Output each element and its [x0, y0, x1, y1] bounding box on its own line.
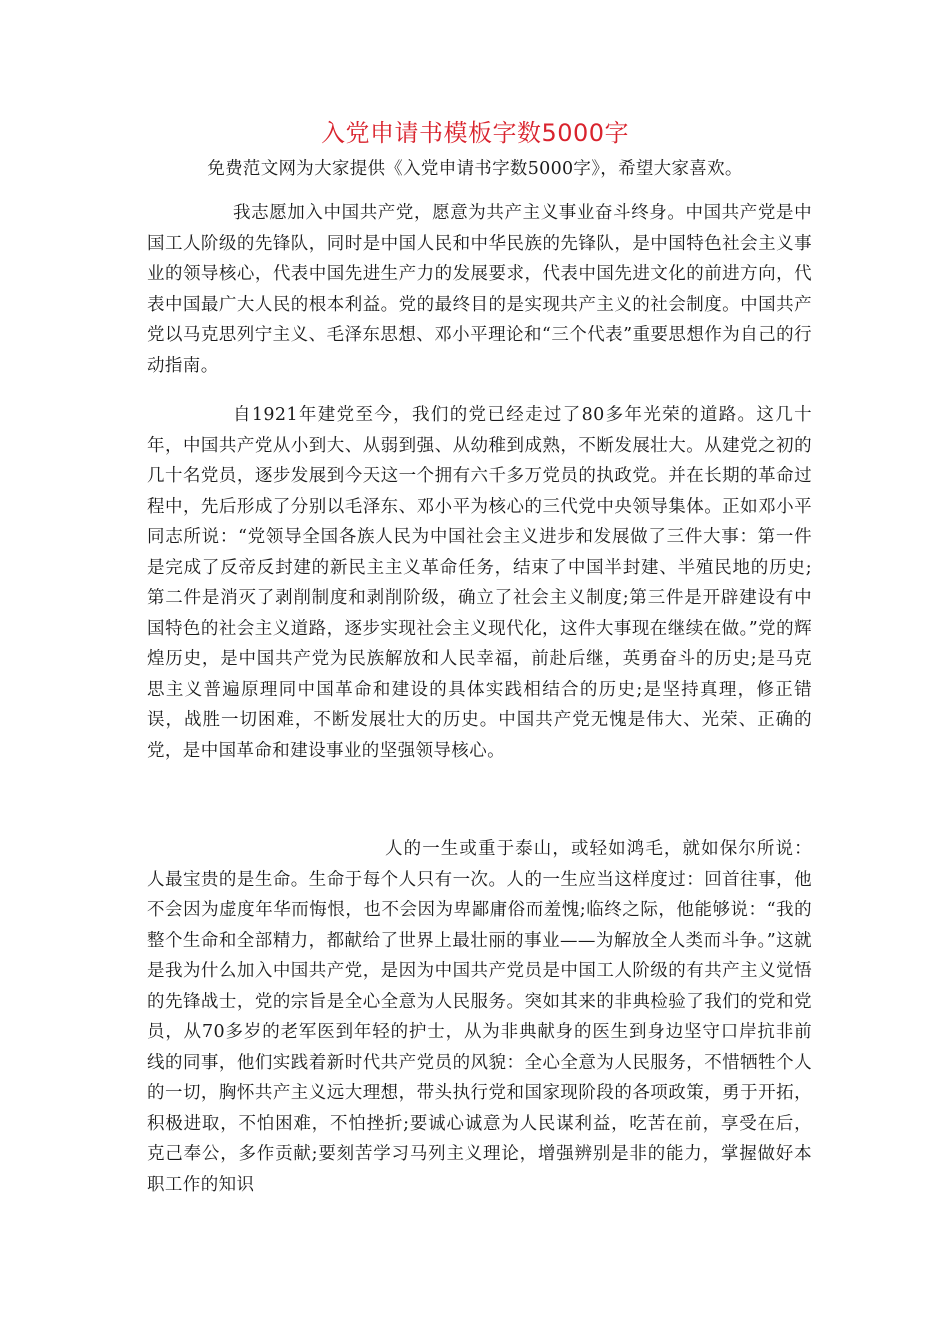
document-title: 入党申请书模板字数5000字	[320, 119, 630, 147]
body-paragraph-3: 人的一生或重于泰山，或轻如鸿毛，就如保尔所说：人最宝贵的是生命。生命于每个人只有一次。人的一生应当这样度过：回首往事，他不会因为虚度年华而悔恨，也不会因为卑鄙庸俗而羞愧;临终之际，他能够说：“我的整个生命和全部精力，都献给了世界上最壮丽的事业——为解放全人类而斗争。”这就是我为什么加入中国共产党，是因为中国共产党员是中国工人阶级的有共产主义觉悟的先锋战士，党的宗旨是全心全意为人民服务。突如其来的非典检验了我们的党和党员，从70多岁的老军医到年轻的护士，从为非典献身的医生到身边坚守口岸抗非前线的同事，他们实践着新时代共产党员的风貌：全心全意为人民服务，不惜牺牲个人的一切，胸怀共产主义远大理想，带头执行党和国家现阶段的各项政策，勇于开拓，积极进取，不怕困难，不怕挫折;要诚心诚意为人民谋利益，吃苦在前，享受在后，克己奉公，多作贡献;要刻苦学习马列主义理论，增强辨别是非的能力，掌握做好本职工作的知识	[147, 839, 812, 1195]
body-paragraph-1: 我志愿加入中国共产党，愿意为共产主义事业奋斗终身。中国共产党是中国工人阶级的先锋队，同时是中国人民和中华民族的先锋队，是中国特色社会主义事业的领导核心，代表中国先进生产力的发展要求，代表中国先进文化的前进方向，代表中国最广大人民的根本利益。党的最终目的是实现共产主义的社会制度。中国共产党以马克思列宁主义、毛泽东思想、邓小平理论和“三个代表”重要思想作为自己的行动指南。	[147, 203, 812, 376]
body-paragraph-2: 自1921年建党至今，我们的党已经走过了80多年光荣的道路。这几十年，中国共产党从小到大、从弱到强、从幼稚到成熟，不断发展壮大。从建党之初的几十名党员，逐步发展到今天这一个拥有六千多万党员的执政党。并在长期的革命过程中，先后形成了分别以毛泽东、邓小平为核心的三代党中央领导集体。正如邓小平同志所说：“党领导全国各族人民为中国社会主义进步和发展做了三件大事：第一件是完成了反帝反封建的新民主主义革命任务，结束了中国半封建、半殖民地的历史;第二件是消灭了剥削制度和剥削阶级，确立了社会主义制度;第三件是开辟建设有中国特色的社会主义道路，逐步实现社会主义现代化，这件大事现在继续在做。”党的辉煌历史，是中国共产党为民族解放和人民幸福，前赴后继，英勇奋斗的历史;是马克思主义普遍原理同中国革命和建设的具体实践相结合的历史;是坚持真理，修正错误，战胜一切困难，不断发展壮大的历史。中国共产党无愧是伟大、光荣、正确的党，是中国革命和建设事业的坚强领导核心。	[147, 405, 812, 761]
document-intro: 免费范文网为大家提供《入党申请书字数5000字》，希望大家喜欢。	[207, 159, 743, 179]
